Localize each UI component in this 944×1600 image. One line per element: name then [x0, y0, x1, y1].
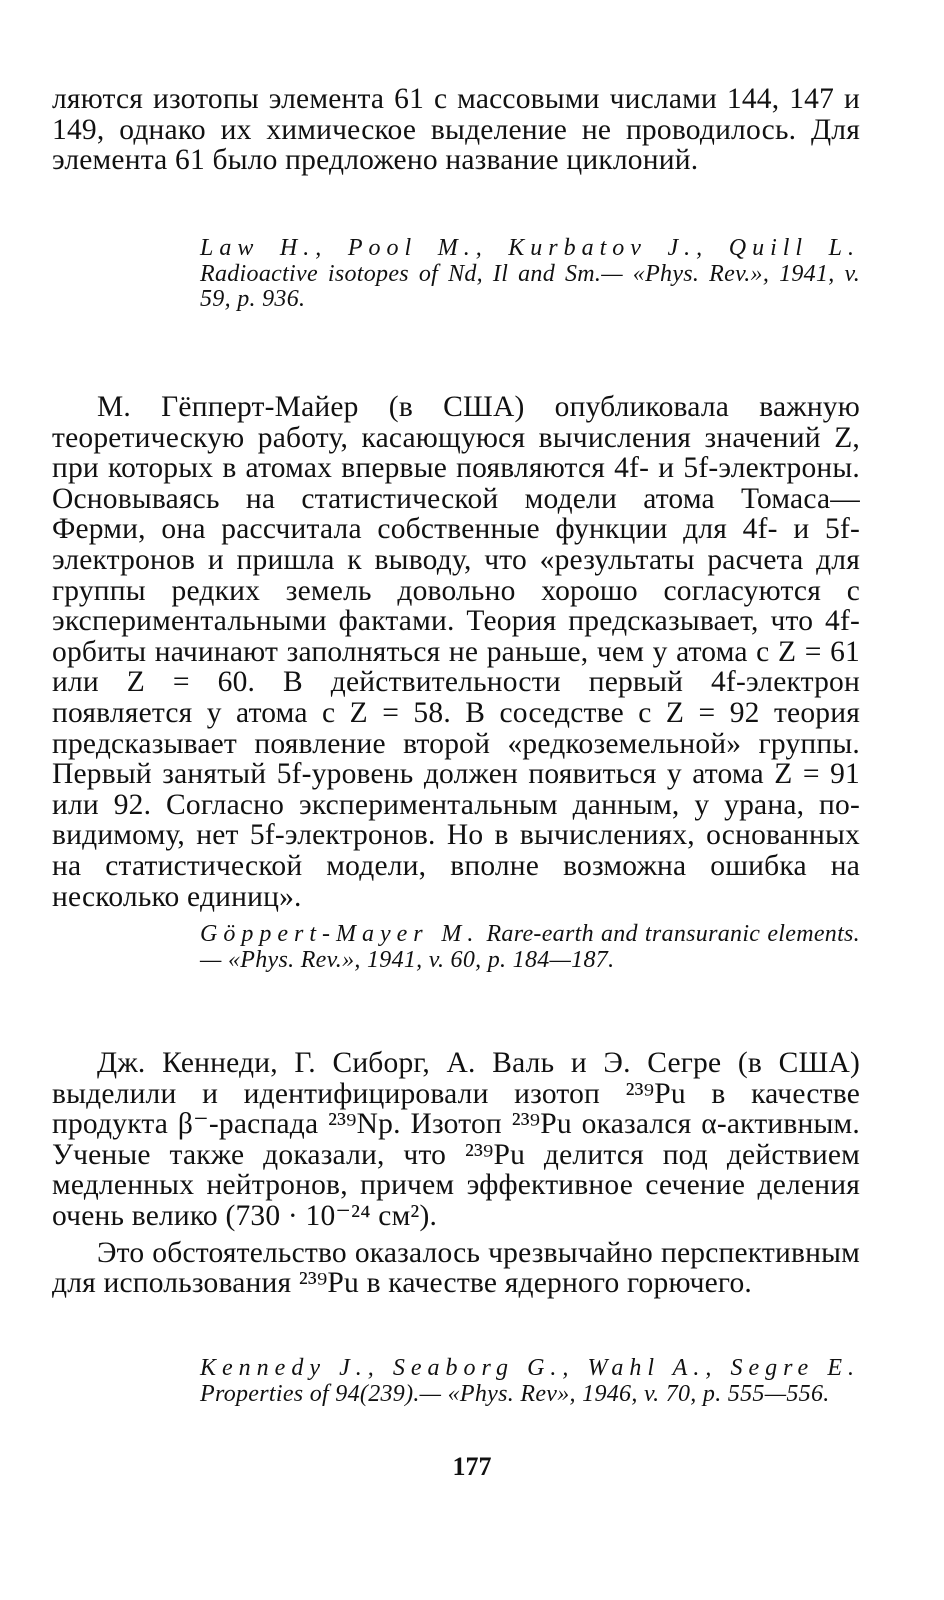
section-promethium: [52, 84, 860, 176]
reference-kennedy: [52, 1356, 860, 1407]
section-goeppert-mayer: [52, 392, 860, 912]
page-number: 177: [452, 1452, 492, 1481]
reference-law: [52, 236, 860, 313]
paragraph: М. Гёпперт-Майер (в США) опубликовала важную теоретическую работу, касающуюся вычисления значений Z, при которых в атомах впервые появляются 4f- и 5f-электроны. Основываясь на статистической модели атома Томаса—Ферми, она рассчитала собственные функции для 4f- и 5f-электронов и пришла к выводу, что «результаты расчета для группы редких земель довольно хорошо согласуются с экспериментальными фактами. Теория предсказывает, что 4f-орбиты начинают заполняться не раньше, чем у атома с Z = 61 или Z = 60. В действительности первый 4f-электрон появляется у атома с Z = 58. В соседстве с Z = 92 теория предсказывает появление второй «редкоземельной» группы. Первый занятый 5f-уровень должен появиться у атома Z = 91 или 92. Согласно экспериментальным данным, у урана, по-видимому, нет 5f-электронов. Но в вычислениях, основанных на статистической модели, вполне возможна ошибка на несколько единиц».: [52, 391, 860, 913]
reference-goeppert-mayer: [52, 922, 860, 973]
paragraph: ляются изотопы элемента 61 с массовыми числами 144, 147 и 149, однако их химическое выделение не проводилось. Для элемента 61 было предложено название циклоний.: [52, 83, 860, 177]
section-plutonium: [52, 1048, 860, 1299]
reference-text: Radioactive isotopes of Nd, Il and Sm.— «Phys. Rev.», 1941, v. 59, p. 936.: [200, 260, 860, 312]
paragraph: Это обстоятельство оказалось чрезвычайно перспективным для использования ²³⁹Pu в качестве ядерного горючего.: [52, 1236, 860, 1300]
reference-authors: Kennedy J., Seaborg G., Wahl A., Segre E.: [200, 1355, 860, 1381]
reference-authors: Law H., Pool M., Kurbatov J., Quill L.: [200, 235, 860, 261]
paragraph: Дж. Кеннеди, Г. Сиборг, А. Валь и Э. Сегре (в США) выделили и идентифицировали изотоп ²³⁹Pu в качестве продукта β⁻-распада ²³⁹Np. Изотоп ²³⁹Pu оказался α-активным. Ученые также доказали, что ²³⁹Pu делится под действием медленных нейтронов, причем эффективное сечение деления очень велико (730 · 10⁻²⁴ см²).: [52, 1047, 860, 1232]
reference-text: Rare-earth and transuranic elements.— «Phys. Rev.», 1941, v. 60, p. 184—187.: [200, 921, 860, 973]
reference-text: Properties of 94(239).— «Phys. Rev», 1946, v. 70, p. 555—556.: [200, 1380, 830, 1407]
reference-authors: Göppert-Mayer M.: [200, 921, 480, 947]
